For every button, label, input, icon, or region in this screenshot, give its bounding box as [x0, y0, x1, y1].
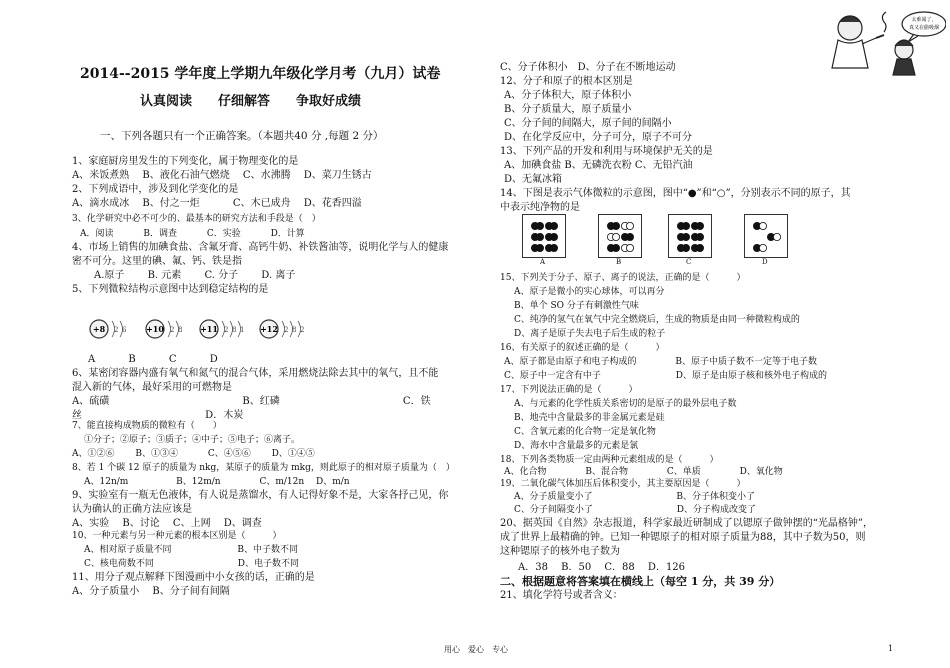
nucleus-charge: +12 — [260, 324, 278, 334]
right-line-23: C、含氧元素的化合物一定是氧化物 — [514, 427, 656, 437]
left-line-29: A、分子质量小 B、分子间有间隔 — [72, 586, 230, 597]
electron-count: 8 — [178, 326, 183, 334]
left-line-8: 4、市场上销售的加碘食盐、含氟牙膏、高钙牛奶、补铁酱油等，说明化学与人的健康 — [72, 242, 449, 253]
left-line-14: 混入新的气体，最好采用的可燃物是 — [72, 382, 232, 393]
particle-box-label: C — [686, 258, 692, 266]
electron-count: 1 — [240, 326, 245, 334]
left-line-4: 2、下列成语中，涉及到化学变化的是 — [72, 184, 239, 195]
right-line-8: A、加碘食盐 B、无磷洗衣粉 C、无铅汽油 — [504, 160, 693, 171]
left-line-18: ①分子；②原子；③质子；④中子；⑤电子；⑥离子。 — [84, 435, 301, 445]
left-line-16: 丝 D．木炭 — [72, 410, 244, 421]
left-line-27: C、核电荷数不同 D、电子数不同 — [84, 559, 299, 569]
right-line-30: 20、据英国《自然》杂志报道，科学家最近研制成了以锶原子做钟摆的“光晶格钟”， — [500, 518, 873, 529]
right-line-27: 19、二氧化碳气体加压后体积变小，其主要原因是（ ） — [500, 479, 746, 489]
right-line-15: C、纯净的氢气在氧气中完全燃烧后，生成的物质是由同一种微粒构成的 — [514, 315, 800, 325]
right-line-35: 21、填化学符号或者含义： — [500, 590, 623, 601]
right-line-1: C、分子体积小 D、分子在不断地运动 — [500, 62, 676, 73]
atom-diagram-2 — [144, 318, 196, 340]
right-line-5: C、分子间的间隔大，原子间的间隔小 — [504, 118, 672, 129]
right-line-3: A、分子体积大，原子体积小 — [504, 90, 632, 101]
atom-diagram-1 — [88, 318, 140, 340]
right-line-17: 16、有关原子的叙述正确的是（ ） — [500, 343, 665, 353]
right-line-6: D、在化学反应中，分子可分，原子不可分 — [504, 132, 693, 143]
particle-box-d — [744, 214, 788, 258]
left-line-17: 7、能直接构成物质的微粒有（ ） — [72, 421, 222, 431]
right-line-25: 18、下列各类物质一定由两种元素组成的是（ ） — [500, 455, 719, 465]
right-line-22: B、地壳中含量最多的非金属元素是硅 — [514, 413, 665, 423]
left-line-5: A、滴水成冰 B、付之一炬 C、木已成舟 D、花香四溢 — [72, 198, 362, 209]
right-line-29: C、分子间隔变小了 D、分子构成改变了 — [514, 505, 756, 515]
electron-count: 2 — [170, 326, 175, 334]
right-line-4: B、分子质量大，原子质量小 — [504, 104, 632, 115]
particle-box-a — [522, 214, 566, 258]
left-line-20: 8、若 1 个碳 12 原子的质量为 nkg，某原子的质量为 mkg，则此原子的相对原子质量为（ ） — [72, 463, 455, 473]
electron-count: 6 — [122, 326, 127, 334]
cartoon-caption-2: 真又在偷吸烟 — [908, 25, 940, 31]
left-line-2: 1、家庭厨房里发生的下列变化，属于物理变化的是 — [72, 156, 299, 167]
right-line-26: A、化合物 B、混合物 C、单质 D、氧化物 — [504, 467, 783, 477]
right-line-9: D、无氟冰箱 — [504, 174, 563, 185]
page-number: 1 — [888, 644, 894, 653]
left-line-22: 9、实验室有一瓶无色液体，有人说是蒸馏水，有人记得好象不是，大家各抒己见，你 — [72, 490, 449, 501]
particle-box-label: D — [762, 258, 768, 266]
right-line-21: A、与元素的化学性质关系密切的是原子的最外层电子数 — [514, 399, 737, 409]
right-line-18: A、原子都是由原子和电子构成的 B、原子中质子数不一定等于电子数 — [504, 357, 817, 367]
nucleus-charge: +11 — [200, 324, 218, 334]
right-line-12: 15、下列关于分子、原子、离子的说法，正确的是（ ） — [500, 273, 746, 283]
particle-box-label: A — [540, 258, 546, 266]
left-line-3: A、米饭煮熟 B、液化石油气燃烧 C、水沸腾 D、菜刀生锈古 — [72, 170, 372, 181]
atom-diagram-4 — [258, 318, 310, 340]
left-line-12: A B C D — [88, 354, 218, 365]
left-line-26: A、相对原子质量不同 B、中子数不同 — [84, 545, 298, 555]
smoking-cartoon — [818, 6, 946, 82]
right-line-32: 这种锶原子的核外电子数为 — [500, 546, 620, 557]
right-line-2: 12、分子和原子的根本区别是 — [500, 76, 633, 87]
particle-box-label: B — [616, 258, 622, 266]
right-line-28: A、分子质量变小了 B、分子体积变小了 — [514, 492, 755, 502]
left-line-9: 密不可分。这里的碘、氟、钙、铁是指 — [72, 256, 242, 267]
right-line-34: 二、根据题意将答案填在横线上（每空 1 分，共 39 分） — [500, 575, 781, 588]
left-line-7: A．阅读 B．调查 C．实验 D．计算 — [80, 229, 305, 239]
electron-count: 2 — [284, 326, 289, 334]
right-line-7: 13、下列产品的开发和利用与环境保护无关的是 — [500, 146, 713, 157]
right-line-31: 成了世界上最精确的钟。已知一种锶原子的相对原子质量为88，其中子数为50，则 — [500, 532, 866, 543]
right-line-14: B、单个 SO 分子有刺激性气味 — [514, 301, 639, 311]
left-line-11: 5、下列微粒结构示意图中达到稳定结构的是 — [72, 284, 269, 295]
electron-count: 2 — [224, 326, 229, 334]
exam-title: 2014--2015 学年度上学期九年级化学月考（九月）试卷 — [80, 66, 441, 82]
right-line-10: 14、下图是表示气体微粒的示意图，图中“●”和“○”，分别表示不同的原子，其 — [500, 188, 851, 199]
left-line-13: 6、某密闭容器内盛有氧气和氮气的混合气体，采用燃烧法除去其中的氧气，且不能 — [72, 368, 439, 379]
footer-motto: 用心 爱心 专心 — [444, 645, 508, 654]
left-line-28: 11、用分子观点解释下图漫画中小女孩的话，正确的是 — [72, 572, 315, 583]
right-line-16: D、离子是原子失去电子后生成的粒子 — [514, 329, 666, 339]
left-line-1: 一、下列各题只有一个正确答案。（本题共40 分 ,每题 2 分） — [100, 130, 384, 142]
electron-count: 8 — [232, 326, 237, 334]
left-line-21: A、12n/m B、12m/n C、m/12n D、m/n — [84, 477, 350, 487]
nucleus-charge: +10 — [146, 324, 164, 334]
electron-count: 2 — [114, 326, 119, 334]
particle-box-c — [668, 214, 712, 258]
electron-count: 8 — [292, 326, 297, 334]
right-line-19: C、原子中一定含有中子 D、原子是由原子核和核外电子构成的 — [504, 371, 827, 381]
particle-box-b — [598, 214, 642, 258]
electron-count: 2 — [300, 326, 305, 334]
left-line-15: A、硫磺 B、红磷 C．铁 — [72, 396, 431, 407]
right-line-33: A．38 B．50 C．88 D．126 — [518, 562, 686, 573]
cartoon-caption-1: 太难闻了， — [911, 17, 937, 23]
left-line-10: A.原子 B. 元素 C. 分子 D. 离子 — [94, 270, 296, 281]
right-line-13: A、原子是微小的实心球体，可以再分 — [514, 287, 665, 297]
left-line-25: 10、一种元素与另一种元素的根本区别是（ ） — [72, 531, 282, 541]
left-line-23: 认为确认的正确方法应该是 — [72, 504, 192, 515]
right-line-11: 中表示纯净物的是 — [500, 202, 580, 213]
right-line-20: 17、下列说法正确的是（ ） — [500, 385, 638, 395]
atom-diagram-3 — [198, 318, 250, 340]
nucleus-charge: +8 — [92, 324, 106, 334]
exam-subtitle: 认真阅读 仔细解答 争取好成绩 — [140, 94, 362, 109]
right-line-24: D、海水中含量最多的元素是氯 — [514, 441, 639, 451]
left-line-19: A、①②⑥ B、①③④ C、④⑤⑥ D、①④⑤ — [72, 449, 315, 459]
left-line-6: 3、化学研究中必不可少的、最基本的研究方法和手段是（ ） — [72, 214, 321, 224]
left-line-24: A、实验 B、讨论 C、上网 D、调查 — [72, 518, 262, 529]
